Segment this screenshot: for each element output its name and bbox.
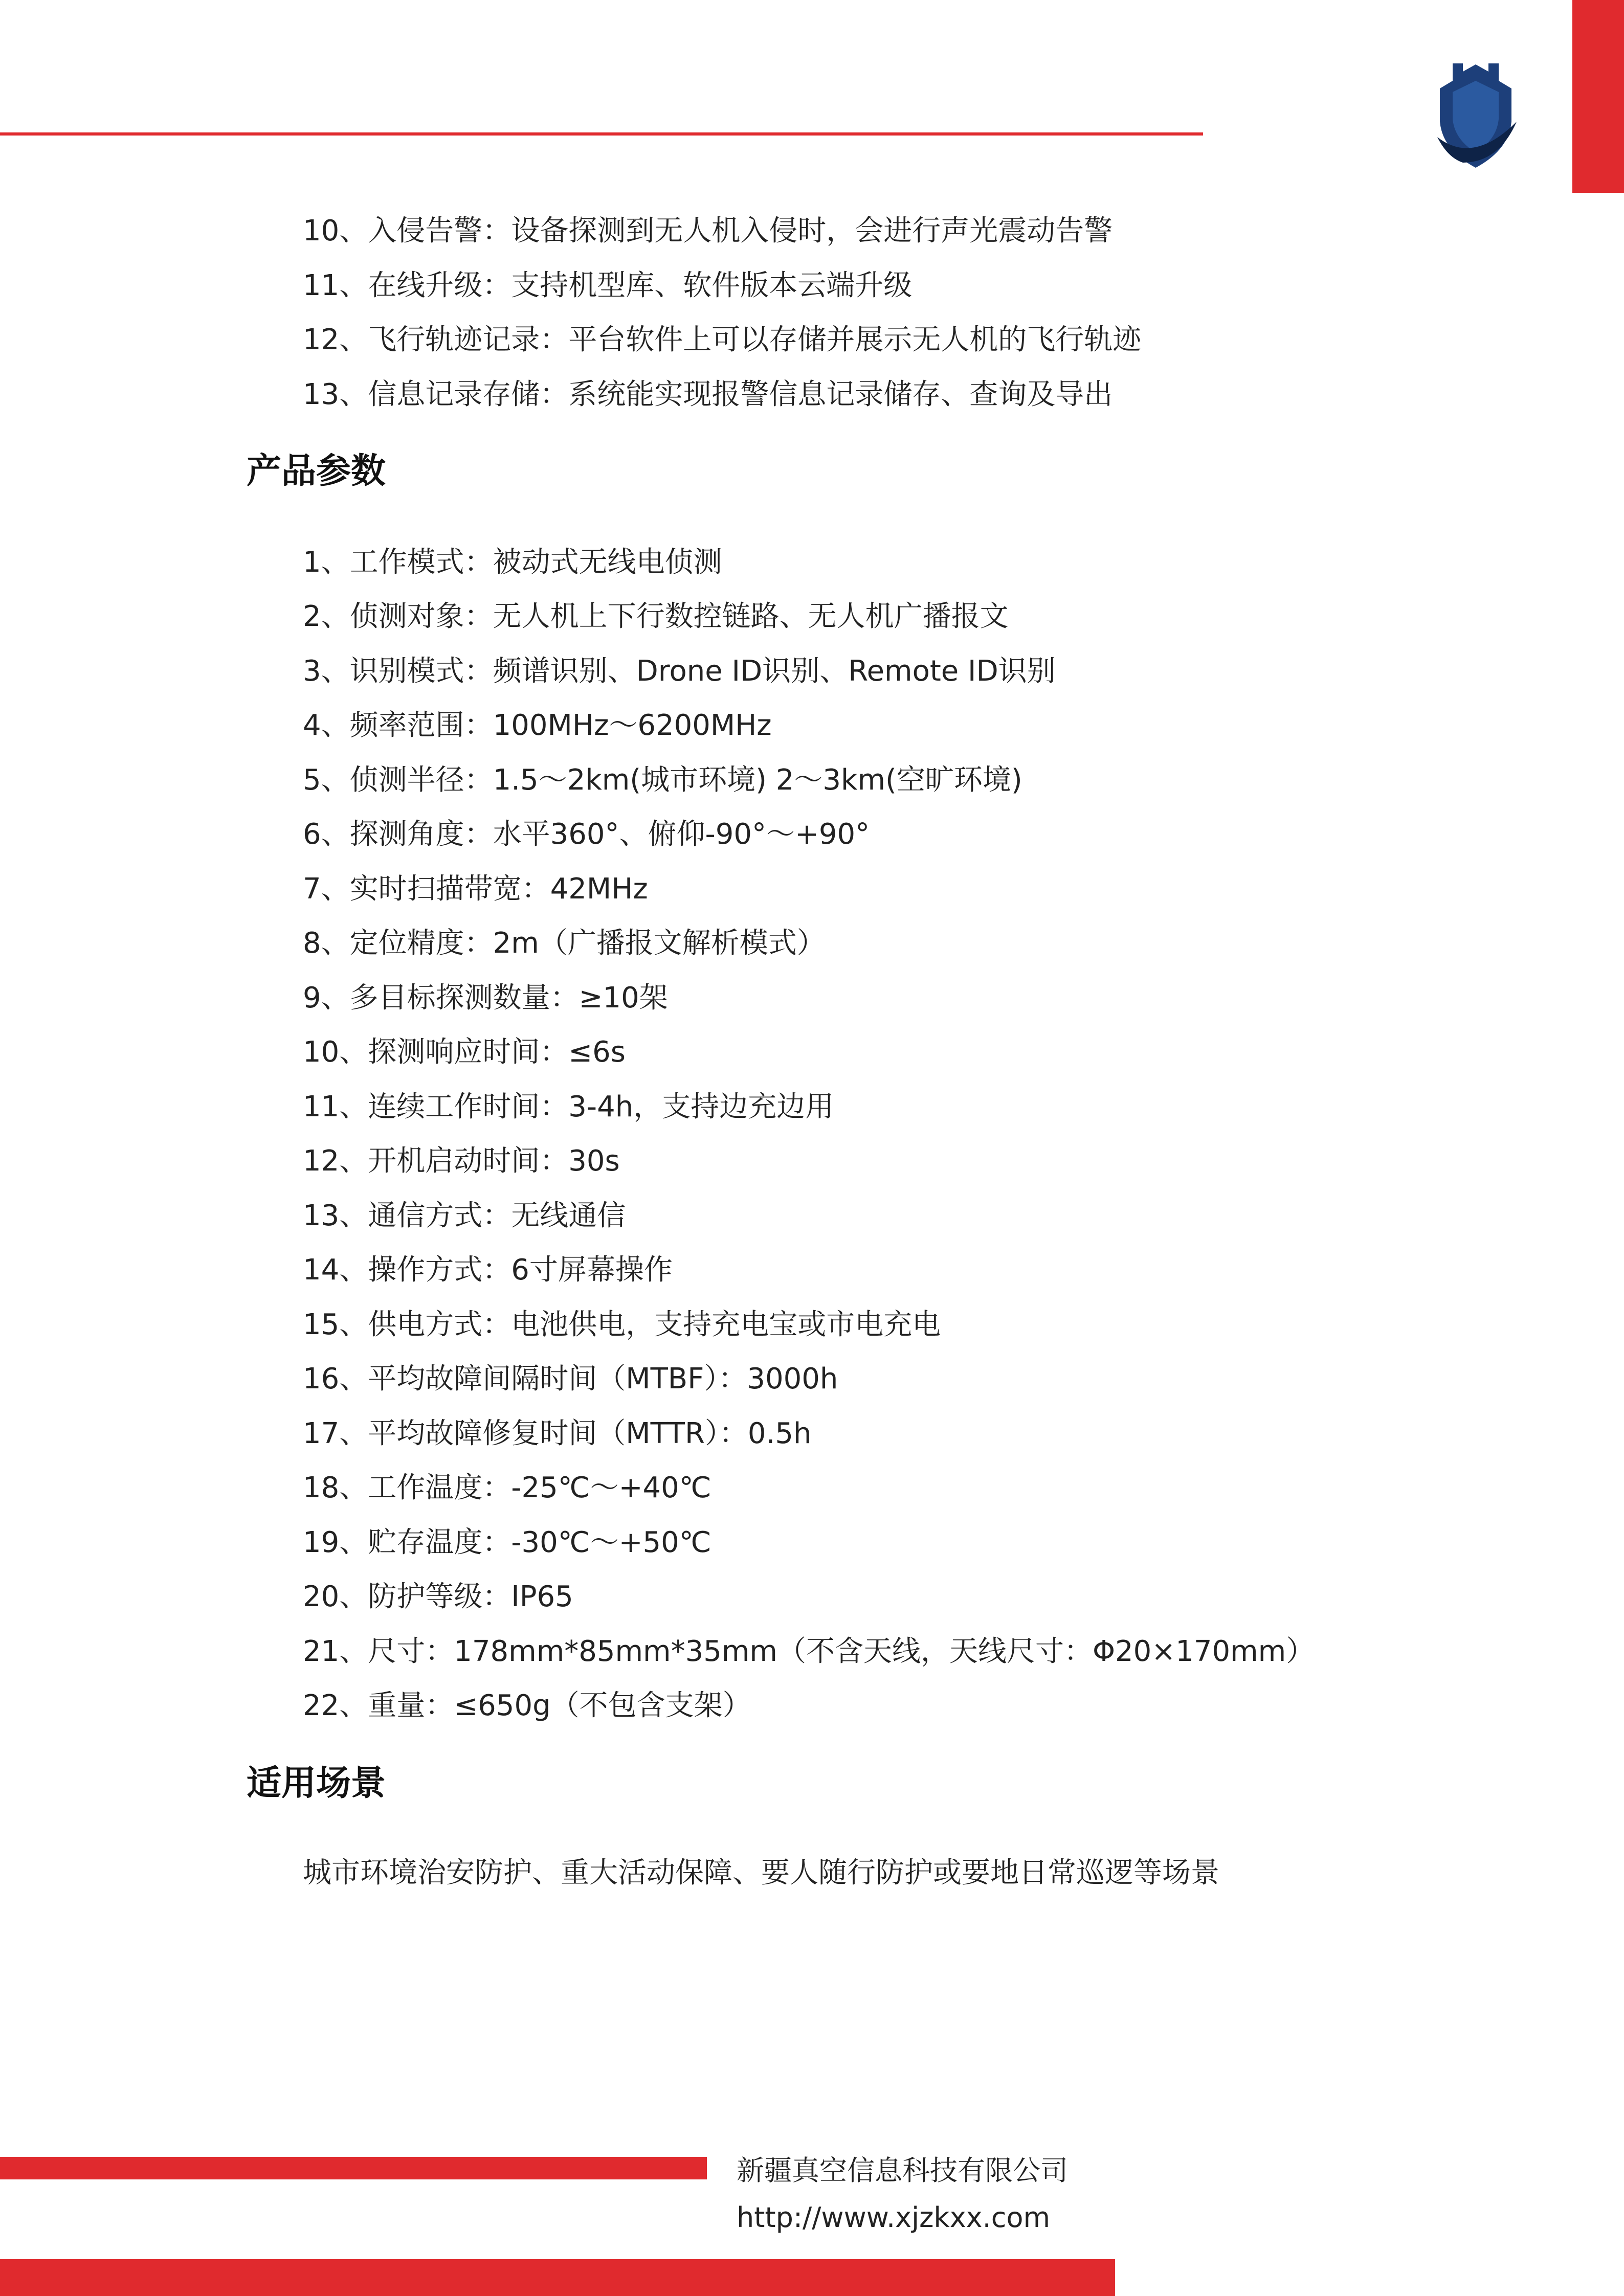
param-item: 22、重量：≤650g（不包含支架）	[303, 1689, 751, 1722]
footer-company: 新疆真空信息科技有限公司	[737, 2154, 1068, 2187]
param-item: 14、操作方式：6寸屏幕操作	[303, 1253, 673, 1287]
footer-bar-lower	[0, 2259, 1115, 2296]
params-heading: 产品参数	[247, 451, 386, 491]
param-item: 16、平均故障间隔时间（MTBF）：3000h	[303, 1362, 838, 1395]
footer-bar-upper	[0, 2157, 707, 2179]
param-item: 10、探测响应时间：≤6s	[303, 1036, 626, 1069]
param-item: 5、侦测半径：1.5～2km(城市环境) 2～3km(空旷环境)	[303, 763, 1022, 797]
feature-item: 11、在线升级：支持机型库、软件版本云端升级	[303, 269, 913, 302]
param-item: 20、防护等级：IP65	[303, 1580, 573, 1613]
header-rule	[0, 132, 1203, 136]
param-item: 21、尺寸：178mm*85mm*35mm（不含天线，天线尺寸：Φ20×170mm）	[303, 1635, 1315, 1668]
param-item: 8、定位精度：2m（广播报文解析模式）	[303, 927, 826, 960]
param-item: 15、供电方式：电池供电，支持充电宝或市电充电	[303, 1308, 941, 1341]
header-accent-bar	[1572, 0, 1624, 193]
param-item: 9、多目标探测数量：≥10架	[303, 981, 668, 1015]
param-item: 17、平均故障修复时间（MTTR）：0.5h	[303, 1417, 812, 1450]
param-item: 18、工作温度：-25℃～+40℃	[303, 1471, 711, 1504]
param-item: 7、实时扫描带宽：42MHz	[303, 872, 648, 906]
scenarios-text: 城市环境治安防护、重大活动保障、要人随行防护或要地日常巡逻等场景	[303, 1856, 1219, 1889]
param-item: 1、工作模式：被动式无线电侦测	[303, 546, 722, 579]
footer-website-link[interactable]: http://www.xjzkxx.com	[737, 2201, 1051, 2234]
param-item: 6、探测角度：水平360°、俯仰-90°～+90°	[303, 818, 870, 851]
param-item: 3、识别模式：频谱识别、Drone ID识别、Remote ID识别	[303, 655, 1056, 688]
feature-item: 10、入侵告警：设备探测到无人机入侵时，会进行声光震动告警	[303, 214, 1113, 247]
param-item: 13、通信方式：无线通信	[303, 1199, 626, 1232]
param-item: 4、频率范围：100MHz～6200MHz	[303, 709, 772, 742]
param-item: 19、贮存温度：-30℃～+50℃	[303, 1526, 711, 1559]
param-item: 2、侦测对象：无人机上下行数控链路、无人机广播报文	[303, 600, 1009, 633]
param-item: 12、开机启动时间：30s	[303, 1144, 620, 1178]
scenarios-heading: 适用场景	[247, 1763, 386, 1804]
feature-item: 13、信息记录存储：系统能实现报警信息记录储存、查询及导出	[303, 378, 1113, 411]
feature-item: 12、飞行轨迹记录：平台软件上可以存储并展示无人机的飞行轨迹	[303, 323, 1142, 356]
param-item: 11、连续工作时间：3-4h，支持边充边用	[303, 1090, 834, 1123]
shield-logo-icon	[1427, 60, 1524, 170]
